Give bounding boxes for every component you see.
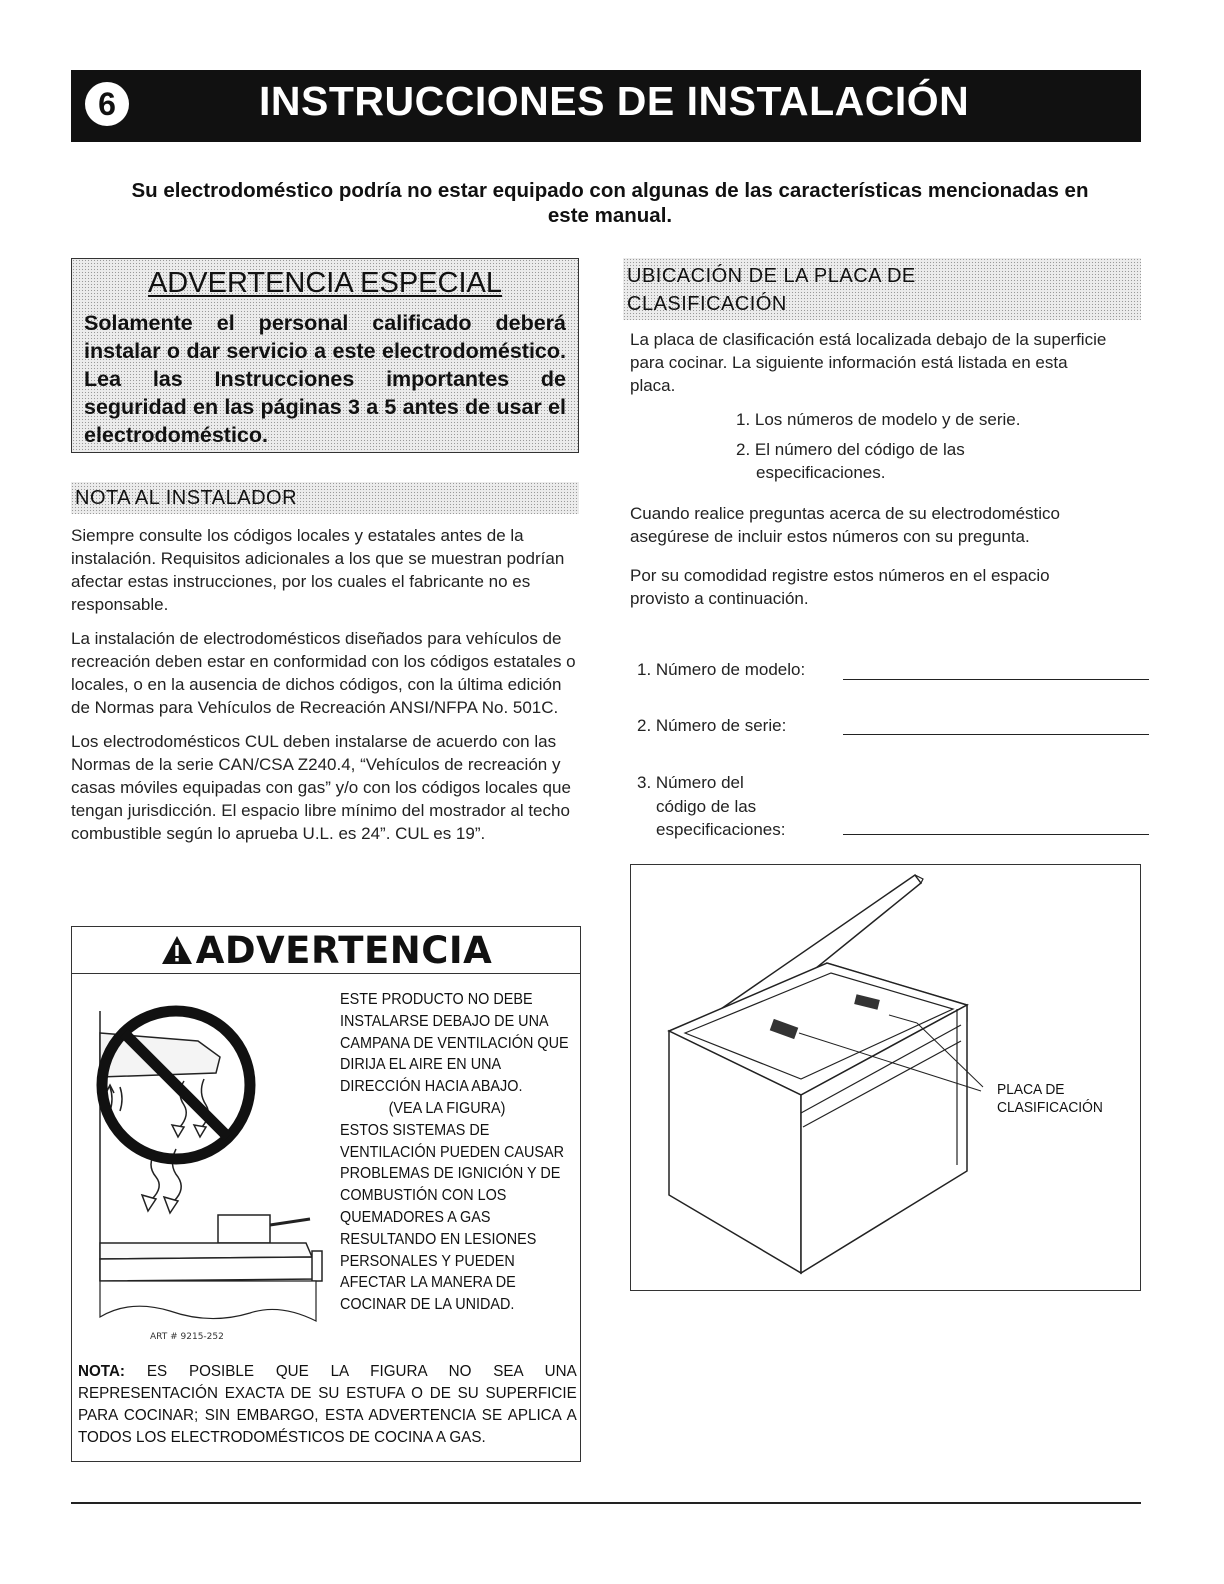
warning-note (78, 1361, 577, 1449)
rating-plate-heading (623, 258, 1141, 320)
serial-number-label: 2. Número de serie: (637, 716, 787, 735)
vent-hood-prohibited-illustration (80, 981, 338, 1351)
rating-plate-heading-line1: UBICACIÓN DE LA PLACA DE (627, 265, 916, 287)
warning-text-2: ESTOS SISTEMAS DE VENTILACIÓN PUEDEN CAUSAR PROBLEMAS DE IGNICIÓN Y DE COMBUSTIÓN CON LOS QUEMADORES A GAS RESULTANDO EN LESIONES PERSONALES Y PUEDEN AFECTAR LA MANERA DE COCINAR DE LA UNIDAD. (340, 1121, 565, 1314)
serial-number-blank[interactable] (843, 734, 1149, 735)
figure-callout (997, 1081, 1103, 1117)
rating-plate-figure (630, 864, 1141, 1291)
rating-plate-para3: Por su comodidad registre estos números en el espacio provisto a continuación. (630, 566, 1050, 608)
warning-note-label: NOTA: (78, 1363, 125, 1380)
figure-callout-line1: PLACA DE (997, 1081, 1065, 1098)
see-figure-text: (VEA LA FIGURA) (388, 1099, 506, 1117)
rating-plate-intro: La placa de clasificación está localizada debajo de la superficie para cocinar. La siguiente información está listada en esta placa. (630, 330, 1107, 395)
warning-triangle-icon (160, 934, 194, 966)
spec-code-label-1: 3. Número del (637, 773, 744, 792)
footer-rule (71, 1502, 1141, 1504)
figure-callout-line2: CLASIFICACIÓN (997, 1099, 1103, 1116)
special-warning-box (71, 258, 579, 453)
rating-plate-item: especificaciones. (756, 463, 886, 482)
installer-note-body (71, 524, 581, 856)
rating-plate-heading-line2: CLASIFICACIÓN (627, 293, 787, 315)
subtitle: Su electrodoméstico podría no estar equipado con algunas de las características mencionadas en este manual. (131, 179, 1089, 227)
warning-text-block (340, 989, 572, 1316)
warning-note-text: ES POSIBLE QUE LA FIGURA NO SEA UNA REPRESENTACIÓN EXACTA DE SU ESTUFA O DE SU SUPERFICIE PARA COCINAR; SIN EMBARGO, ESTA ADVERTENCIA SE APLICA A TODOS LOS ELECTRODOMÉSTICOS DE COCINA A GAS. (78, 1363, 577, 1446)
page-title: INSTRUCCIONES DE INSTALACIÓN (259, 78, 970, 124)
cooktop-cabinet-illustration (631, 865, 1139, 1289)
spec-code-blank[interactable] (843, 834, 1149, 835)
special-warning-text: Solamente el personal calificado deberá instalar o dar servicio a este electrodoméstico. Lea las Instrucciones importantes de seguridad en las páginas 3 a 5 antes de usar el electrodoméstico. (84, 311, 566, 447)
warning-text-1: ESTE PRODUCTO NO DEBE INSTALARSE DEBAJO DE UNA CAMPANA DE VENTILACIÓN QUE DIRIJA EL AIRE EN UNA DIRECCIÓN HACIA ABAJO. (340, 991, 569, 1096)
warning-header (72, 927, 580, 974)
rating-plate-item: 1. Los números de modelo y de serie. (736, 410, 1021, 429)
rating-plate-item: 2. El número del código de las (736, 440, 965, 459)
rating-plate-para2: Cuando realice preguntas acerca de su electrodoméstico asegúrese de incluir estos números con su pregunta. (630, 504, 1060, 546)
warning-title: ADVERTENCIA (195, 929, 493, 972)
section-header (71, 70, 1141, 142)
model-number-label: 1. Número de modelo: (637, 660, 806, 679)
model-number-blank[interactable] (843, 679, 1149, 680)
installer-note-paragraph: Siempre consulte los códigos locales y estatales antes de la instalación. Requisitos adicionales a los que se muestran podrían afectar estas instrucciones, por los cuales el fabricante no es responsable. (71, 526, 565, 614)
warning-box (71, 926, 581, 1462)
art-number-label: ART # 9215-252 (150, 1332, 224, 1342)
spec-code-label-3: especificaciones: (656, 820, 786, 839)
step-number-badge: 6 (85, 82, 129, 126)
special-warning-title: ADVERTENCIA ESPECIAL (147, 267, 503, 299)
installer-note-heading: NOTA AL INSTALADOR (71, 482, 579, 514)
spec-code-label-2: código de las (656, 797, 757, 816)
installer-note-paragraph: Los electrodomésticos CUL deben instalarse de acuerdo con las Normas de la serie CAN/CSA Z240.4, “Vehículos de recreación y casas móviles equipadas con gas” y/o con los códigos locales que tengan jurisdicción. El espacio libre mínimo del mostrador al techo combustible según lo aprueba U.L. es 24”. CUL es 19”. (71, 732, 571, 843)
installer-note-paragraph: La instalación de electrodomésticos diseñados para vehículos de recreación deben estar en conformidad con los códigos estatales o locales, o en la ausencia de dichos códigos, con la última edición de Normas para Vehículos de Recreación ANSI/NFPA No. 501C. (71, 629, 576, 717)
